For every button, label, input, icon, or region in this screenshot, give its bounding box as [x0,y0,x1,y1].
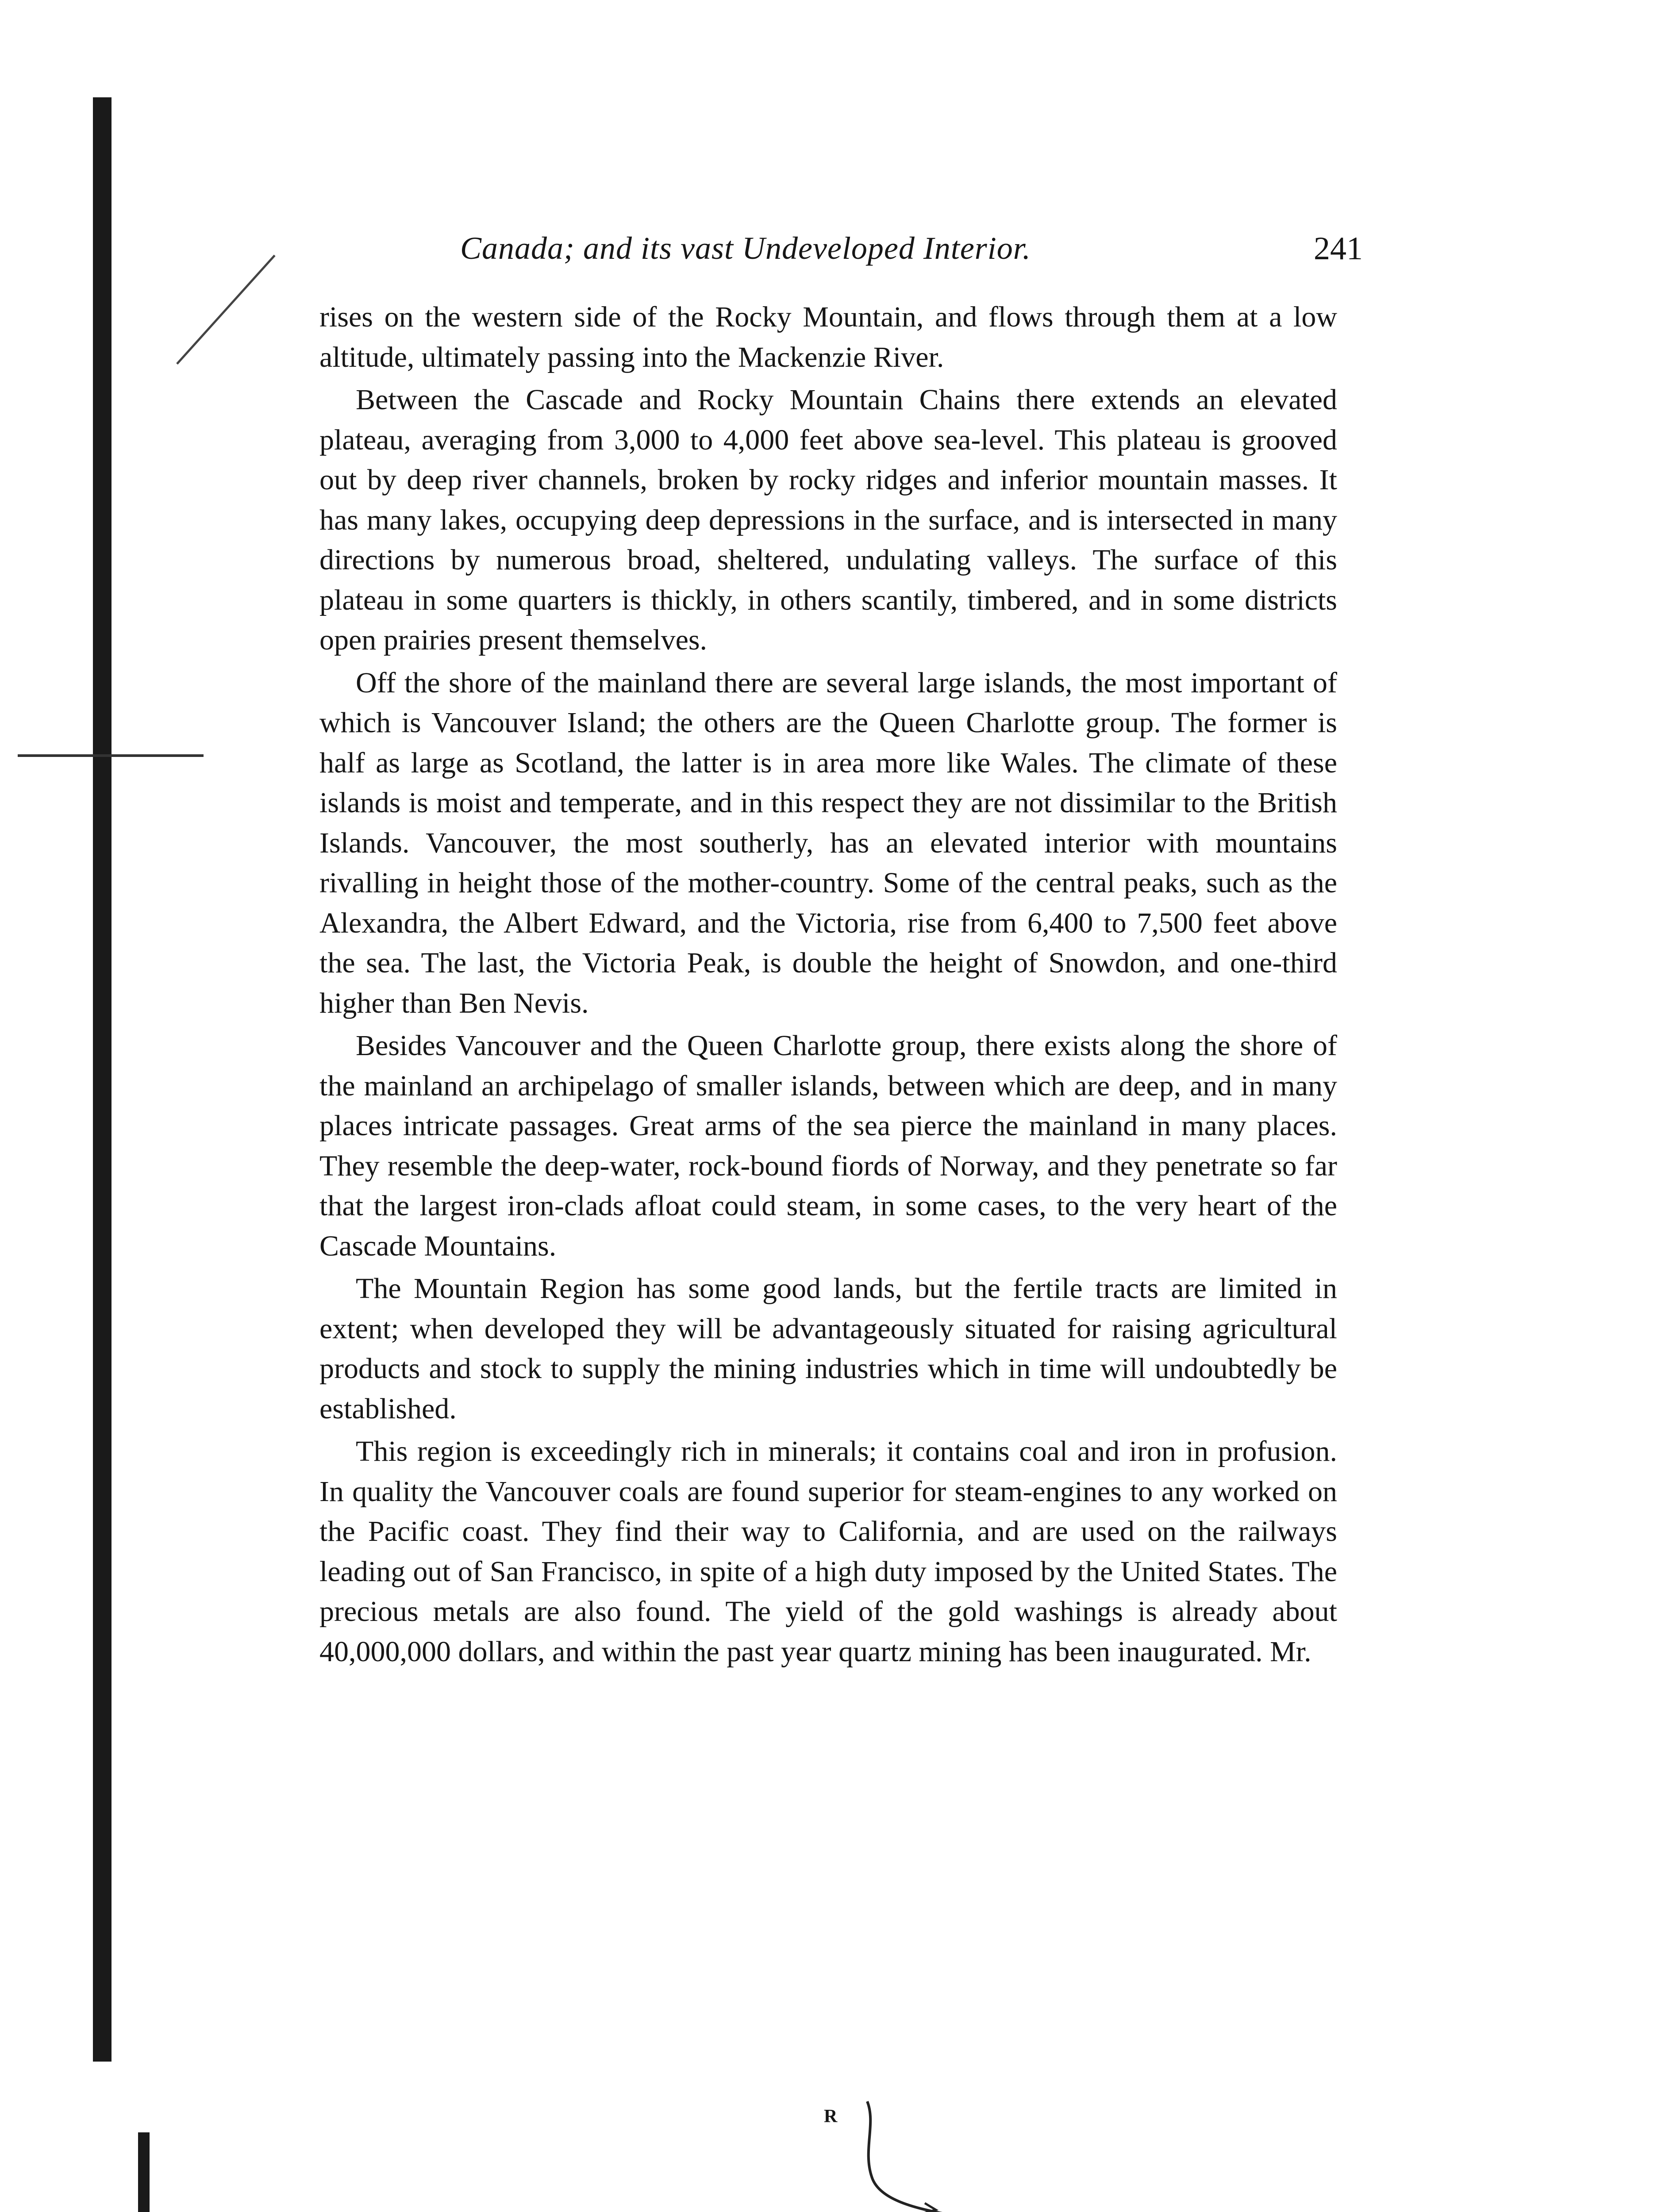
page-header [460,230,1363,279]
paragraph: This region is exceedingly rich in minerals; it contains coal and iron in profusion. In quality the Vancouver coals are found superior for steam-engines to any worked on the Pacific coast. They find their way to California, and are used on the railways leading out of San Francisco, in spite of a high duty imposed by the United States. The precious metals are also found. The yield of the gold washings is already about 40,000,000 dollars, and within the past year quartz mining has been inaugurated. Mr. [319,1435,1337,1668]
binding-edge [93,97,112,2062]
paragraph: The Mountain Region has some good lands, but the fertile tracts are limited in extent; when developed they will be advantageously situated for raising agricultural products and stock to supply the mining industries which in time will undoubtedly be established. [319,1272,1337,1425]
handwritten-flourish [858,2097,956,2212]
paragraph: Between the Cascade and Rocky Mountain Chains there extends an elevated plateau, averaging from 3,000 to 4,000 feet above sea-level. This plateau is grooved out by deep river channels, broken by rocky ridges and inferior mountain masses. It has many lakes, occupying deep depressions in the surface, and is intersected in many directions by numerous broad, sheltered, undulating valleys. The surface of this plateau in some quarters is thickly, in others scantily, timbered, and in some districts open prairies present themselves. [319,384,1337,656]
paragraph: Off the shore of the mainland there are several large islands, the most important of which is Vancouver Island; the others are the Queen Charlotte group. The former is half as large as Scotland, the latter is in area more like Wales. The climate of these islands is moist and temperate, and in this respect they are not dissimilar to the British Islands. Vancouver, the most southerly, has an elevated interior with mountains rivalling in height those of the mother-country. Some of the central peaks, such as the Alexandra, the Albert Edward, and the Victoria, rise from 6,400 to 7,500 feet above the sea. The last, the Victoria Peak, is double the height of Snowdon, and one-third higher than Ben Nevis. [319,666,1337,1019]
paragraph: Besides Vancouver and the Queen Charlotte group, there exists along the shore of the mainland an archipelago of smaller islands, between which are deep, and in many places intricate passages. Great arms of the sea pierce the mainland in many places. They resemble the deep-water, rock-bound fiords of Norway, and they penetrate so far that the largest iron-clads afloat could steam, in some cases, to the very heart of the Cascade Mountains. [319,1029,1337,1262]
paragraph: rises on the western side of the Rocky Mountain, and flows through them at a low altitude, ultimately passing into the Mackenzie River. [319,301,1337,373]
body-text [319,297,1337,1674]
page-number: 241 [1314,230,1363,267]
scan-margin-stroke [176,255,276,365]
signature-mark: R [824,2106,838,2127]
running-title: Canada; and its vast Undeveloped Interior. [460,230,1031,266]
scan-margin-line [18,754,204,757]
binding-edge-lower [138,2132,150,2212]
